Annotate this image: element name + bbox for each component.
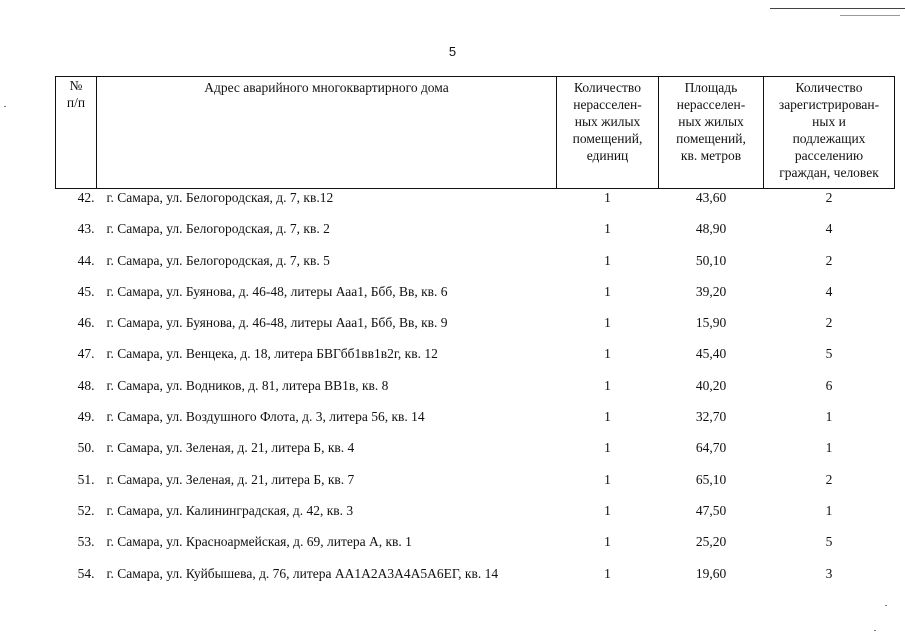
- row-count: 1: [604, 346, 611, 362]
- row-people: 3: [825, 565, 833, 581]
- table-row: [56, 471, 895, 502]
- table-row: [56, 565, 895, 596]
- row-number: 52.: [77, 502, 95, 518]
- row-area: 48,90: [695, 221, 727, 237]
- table-row: [56, 533, 895, 564]
- row-address: г. Самара, ул. Водников, д. 81, литера ВВ1в, кв. 8: [106, 377, 389, 393]
- row-number: 49.: [77, 409, 95, 425]
- header-area: [659, 77, 764, 189]
- row-people: 2: [825, 252, 833, 268]
- row-count: 1: [604, 440, 611, 456]
- row-people: 1: [825, 440, 833, 456]
- header-area-line: кв. метров: [680, 148, 742, 163]
- row-area: 25,20: [695, 534, 727, 550]
- row-people: 4: [825, 283, 833, 299]
- row-count: 1: [604, 252, 611, 268]
- table-row: [56, 408, 895, 439]
- row-people: 6: [825, 377, 833, 393]
- row-people: 1: [825, 409, 833, 425]
- header-count: [557, 77, 659, 189]
- header-num-line: п/п: [66, 95, 86, 110]
- table-row: [56, 283, 895, 314]
- row-number: 51.: [77, 471, 95, 487]
- row-count: 1: [604, 190, 611, 205]
- row-number: 50.: [77, 440, 95, 456]
- row-address: г. Самара, ул. Зеленая, д. 21, литера Б, кв. 7: [106, 471, 355, 487]
- header-people-line: Количество: [795, 80, 863, 95]
- row-count: 1: [604, 377, 611, 393]
- row-address: г. Самара, ул. Зеленая, д. 21, литера Б, кв. 4: [106, 440, 355, 456]
- row-number: 46.: [77, 315, 95, 331]
- row-people: 2: [825, 471, 833, 487]
- header-address: Адрес аварийного многоквартирного дома: [97, 77, 557, 189]
- header-people-line: ных и: [812, 114, 846, 129]
- row-address: г. Самара, ул. Красноармейская, д. 69, литера А, кв. 1: [106, 534, 412, 550]
- header-people-line: подлежащих: [792, 131, 866, 146]
- table-header-row: [56, 77, 895, 189]
- header-people-line: зарегистрирован-: [778, 97, 880, 112]
- table-row: [56, 314, 895, 345]
- row-count: 1: [604, 565, 611, 581]
- row-number: 48.: [77, 377, 95, 393]
- table-header: [56, 77, 895, 189]
- row-address: г. Самара, ул. Белогородская, д. 7, кв. 5: [106, 252, 330, 268]
- row-people: 2: [825, 315, 833, 331]
- row-number: 42.: [77, 190, 95, 205]
- header-count-line: Количество: [574, 80, 641, 95]
- row-number: 43.: [77, 221, 95, 237]
- row-area: 64,70: [695, 440, 727, 456]
- table-row: [56, 345, 895, 376]
- row-count: 1: [604, 283, 611, 299]
- header-people-line: граждан, человек: [779, 165, 879, 180]
- table-row: [56, 220, 895, 251]
- row-area: 19,60: [695, 565, 727, 581]
- scan-artifact-line: [840, 15, 900, 16]
- row-area: 65,10: [695, 471, 727, 487]
- row-area: 32,70: [695, 409, 727, 425]
- scan-artifact-dot: [885, 605, 887, 606]
- table-row: [56, 502, 895, 533]
- row-people: 5: [825, 534, 833, 550]
- row-number: 47.: [77, 346, 95, 362]
- row-count: 1: [604, 471, 611, 487]
- row-address: г. Самара, ул. Белогородская, д. 7, кв. 2: [106, 221, 330, 237]
- row-people: 5: [825, 346, 833, 362]
- row-people: 4: [825, 221, 833, 237]
- row-number: 44.: [77, 252, 95, 268]
- header-people-line: расселению: [794, 148, 864, 163]
- row-count: 1: [604, 315, 611, 331]
- header-area-line: Площадь: [684, 80, 738, 95]
- header-num-line: №: [69, 78, 83, 93]
- row-number: 54.: [77, 565, 95, 581]
- row-address: г. Самара, ул. Буянова, д. 46-48, литеры Ааа1, Ббб, Вв, кв. 9: [106, 315, 448, 331]
- header-area-line: нерасселен-: [676, 97, 746, 112]
- scan-artifact-dot: [4, 106, 6, 107]
- row-address: г. Самара, ул. Белогородская, д. 7, кв.12: [106, 190, 334, 205]
- row-count: 1: [604, 534, 611, 550]
- scan-artifact-dot: [874, 630, 876, 631]
- table-row: [56, 377, 895, 408]
- table-row: [56, 439, 895, 470]
- row-number: 45.: [77, 283, 95, 299]
- row-people: 1: [825, 502, 833, 518]
- row-count: 1: [604, 221, 611, 237]
- table-row: [56, 252, 895, 283]
- header-count-line: ных жилых: [574, 114, 641, 129]
- row-address: г. Самара, ул. Венцека, д. 18, литера БВГбб1вв1в2г, кв. 12: [106, 346, 438, 362]
- row-number: 53.: [77, 534, 95, 550]
- header-count-line: единиц: [586, 148, 629, 163]
- row-count: 1: [604, 409, 611, 425]
- header-num: [56, 77, 97, 189]
- row-area: 40,20: [695, 377, 727, 393]
- row-area: 45,40: [695, 346, 727, 362]
- row-address: г. Самара, ул. Калининградская, д. 42, кв. 3: [106, 502, 354, 518]
- emergency-housing-table: [55, 76, 895, 596]
- row-address: г. Самара, ул. Воздушного Флота, д. 3, литера 56, кв. 14: [106, 409, 425, 425]
- row-count: 1: [604, 502, 611, 518]
- header-count-line: помещений,: [572, 131, 643, 146]
- table-row: [56, 189, 895, 221]
- header-area-line: ных жилых: [678, 114, 744, 129]
- header-count-line: нерасселен-: [573, 97, 642, 112]
- table-body: [56, 189, 895, 596]
- row-area: 39,20: [695, 283, 727, 299]
- page-number: 5: [448, 44, 457, 59]
- row-area: 50,10: [695, 252, 727, 268]
- row-area: 47,50: [695, 502, 727, 518]
- scan-artifact-line: [770, 8, 905, 9]
- row-people: 2: [825, 190, 833, 205]
- header-area-line: помещений,: [676, 131, 746, 146]
- row-area: 43,60: [695, 190, 727, 205]
- header-people: [764, 77, 895, 189]
- row-address: г. Самара, ул. Куйбышева, д. 76, литера АА1А2А3А4А5А6ЕГ, кв. 14: [106, 565, 499, 581]
- row-area: 15,90: [695, 315, 727, 331]
- row-address: г. Самара, ул. Буянова, д. 46-48, литеры Ааа1, Ббб, Вв, кв. 6: [106, 283, 448, 299]
